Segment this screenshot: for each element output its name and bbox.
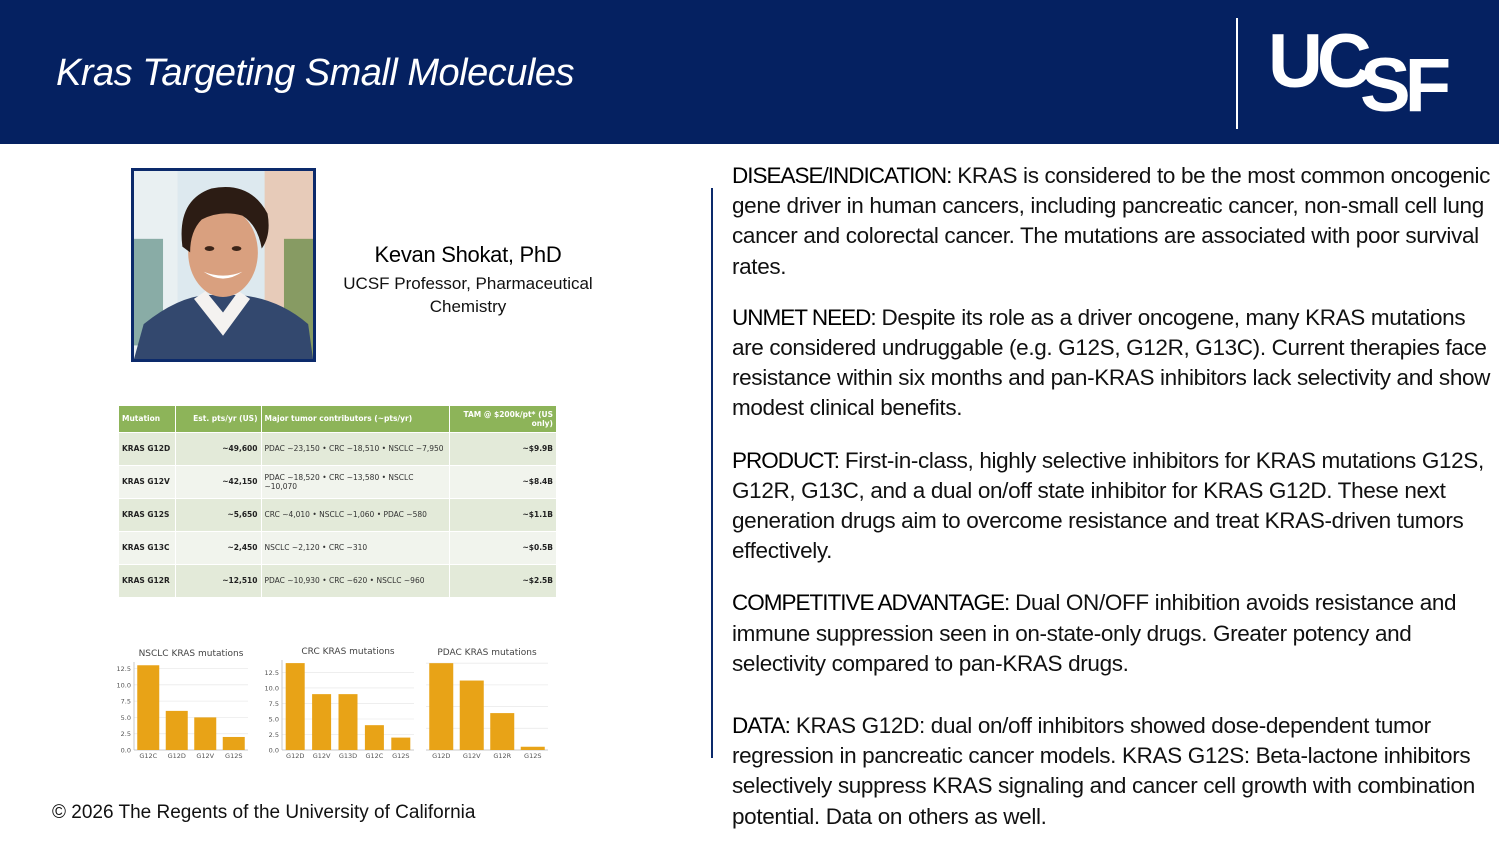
x-tick-label: G12S <box>392 752 410 760</box>
ucsf-logo <box>1268 19 1478 128</box>
section-text: Despite its role as a driver oncogene, many KRAS mutations are considered undruggable (e.g. G12S, G12R, G13C). Current therapies face resistance within six months and pan-KRAS inhibitors lack selectivity and show modest clinical benefits. <box>732 304 1491 421</box>
y-tick-label: 12.5 <box>264 668 279 677</box>
table-row <box>119 465 557 498</box>
bar <box>460 681 484 750</box>
section-competitive-advantage <box>732 588 1492 679</box>
cell-pts: ~2,450 <box>175 531 261 564</box>
y-tick-label: 0.0 <box>268 746 279 755</box>
copyright-notice: © 2026 The Regents of the University of California <box>52 802 476 823</box>
chart-nsclc-kras-mutations <box>112 644 252 762</box>
section-label: UNMET NEED: <box>732 304 876 330</box>
x-tick-label: G12V <box>312 752 331 760</box>
logo-text-uc: UC <box>1268 19 1366 104</box>
profile-photo <box>131 168 316 362</box>
bar <box>312 694 331 750</box>
cell-mutation: KRAS G12V <box>119 465 175 498</box>
section-text: KRAS is considered to be the most common oncogenic gene driver in human cancers, including pancreatic cancer, non-small cell lung cancer and colorectal cancer. The mutations are associated with poor survival rates. <box>732 163 1491 279</box>
person-name: Kevan Shokat, PhD <box>374 242 562 267</box>
section-data <box>732 711 1492 832</box>
y-tick-label: 0.0 <box>120 746 131 755</box>
cell-contributors: PDAC ~23,150 • CRC ~18,510 • NSCLC ~7,950 <box>261 432 449 465</box>
table-row <box>119 531 557 564</box>
y-tick-label: 5.0 <box>268 715 279 724</box>
profile-info <box>320 242 616 318</box>
table-row <box>119 432 557 465</box>
section-label: DISEASE/INDICATION: <box>732 163 952 188</box>
bar <box>521 747 545 750</box>
x-tick-label: G12D <box>286 752 305 760</box>
section-label: PRODUCT: <box>732 447 840 473</box>
column-divider <box>711 188 713 758</box>
cell-tam: ~$9.9B <box>449 432 557 465</box>
bar <box>286 663 305 750</box>
section-label: DATA: <box>732 713 790 739</box>
x-tick-label: G12C <box>139 752 158 760</box>
logo-text-sf: SF <box>1360 43 1446 128</box>
cell-mutation: KRAS G13C <box>119 531 175 564</box>
portrait-image <box>134 171 313 359</box>
cell-contributors: PDAC ~10,930 • CRC ~620 • NSCLC ~960 <box>261 564 449 597</box>
chart-title: CRC KRAS mutations <box>301 647 395 657</box>
y-tick-label: 7.5 <box>268 699 279 708</box>
slide-header <box>0 0 1499 144</box>
cell-tam: ~$1.1B <box>449 498 557 531</box>
column-header-tam: TAM @ $200k/pt* (US only) <box>449 406 557 432</box>
cell-tam: ~$2.5B <box>449 564 557 597</box>
column-header-pts: Est. pts/yr (US) <box>175 406 261 432</box>
column-header-contributors: Major tumor contributors (~pts/yr) <box>261 406 449 432</box>
slide-title: Kras Targeting Small Molecules <box>56 52 574 94</box>
bar <box>391 738 410 750</box>
x-tick-label: G12S <box>524 752 542 760</box>
cell-contributors: CRC ~4,010 • NSCLC ~1,060 • PDAC ~580 <box>261 498 449 531</box>
cell-contributors: NSCLC ~2,120 • CRC ~310 <box>261 531 449 564</box>
section-text: First-in-class, highly selective inhibitors for KRAS mutations G12S, G12R, G13C, and a dual on/off state inhibitor for KRAS G12D. These next generation drugs aim to overcome resistance and treat KRAS-driven tumors effectively. <box>732 447 1484 564</box>
chart-crc-kras-mutations <box>258 638 418 762</box>
y-tick-label: 10.0 <box>116 681 131 690</box>
bar <box>339 694 358 750</box>
x-tick-label: G12C <box>365 752 384 760</box>
mutation-market-table <box>119 406 557 597</box>
cell-pts: ~49,600 <box>175 432 261 465</box>
cell-pts: ~42,150 <box>175 465 261 498</box>
cell-mutation: KRAS G12S <box>119 498 175 531</box>
section-disease-indication <box>732 161 1492 282</box>
section-unmet-need <box>732 303 1492 424</box>
table-row <box>119 498 557 531</box>
x-tick-label: G12D <box>167 752 186 760</box>
x-tick-label: G12V <box>196 752 215 760</box>
table-row <box>119 564 557 597</box>
bar <box>365 725 384 750</box>
section-text: Dual ON/OFF inhibition avoids resistance and immune suppression seen in on-state-only drugs. Greater potency and selectivity compared to pan-KRAS drugs. <box>732 590 1457 676</box>
cell-pts: ~12,510 <box>175 564 261 597</box>
cell-mutation: KRAS G12R <box>119 564 175 597</box>
y-tick-label: 2.5 <box>120 730 131 739</box>
bar <box>429 663 453 750</box>
x-tick-label: G13D <box>338 752 358 760</box>
bar <box>137 665 159 750</box>
y-tick-label: 7.5 <box>120 697 131 706</box>
person-role-line1: UCSF Professor, Pharmaceutical <box>343 274 593 293</box>
description-panel <box>732 161 1492 832</box>
section-text: KRAS G12D: dual on/off inhibitors showed dose-dependent tumor regression in pancreatic cancer models. KRAS G12S: Beta-lactone inhibitors selectively suppress KRAS signaling and cancer cell growth with combination potential. Data on others as well. <box>732 713 1475 829</box>
column-header-mutation: Mutation <box>119 406 175 432</box>
x-tick-label: G12V <box>462 752 481 760</box>
y-tick-label: 12.5 <box>116 665 131 674</box>
bar <box>490 713 514 750</box>
x-tick-label: G12R <box>493 752 512 760</box>
chart-title: PDAC KRAS mutations <box>437 648 537 658</box>
cell-tam: ~$0.5B <box>449 531 557 564</box>
logo-divider <box>1236 18 1238 129</box>
bar <box>223 737 245 750</box>
cell-mutation: KRAS G12D <box>119 432 175 465</box>
section-label: COMPETITIVE ADVANTAGE: <box>732 590 1010 616</box>
y-tick-label: 10.0 <box>264 684 279 693</box>
section-product <box>732 446 1492 567</box>
y-tick-label: 2.5 <box>268 730 279 739</box>
cell-tam: ~$8.4B <box>449 465 557 498</box>
chart-title: NSCLC KRAS mutations <box>138 649 244 659</box>
bar <box>194 717 216 750</box>
chart-pdac-kras-mutations <box>424 641 552 762</box>
y-tick-label: 5.0 <box>120 713 131 722</box>
bar <box>166 711 188 750</box>
cell-contributors: PDAC ~18,520 • CRC ~13,580 • NSCLC ~10,070 <box>261 465 449 498</box>
x-tick-label: G12S <box>225 752 243 760</box>
table-header-row <box>119 406 557 432</box>
x-tick-label: G12D <box>432 752 451 760</box>
cell-pts: ~5,650 <box>175 498 261 531</box>
person-role-line2: Chemistry <box>429 297 507 316</box>
